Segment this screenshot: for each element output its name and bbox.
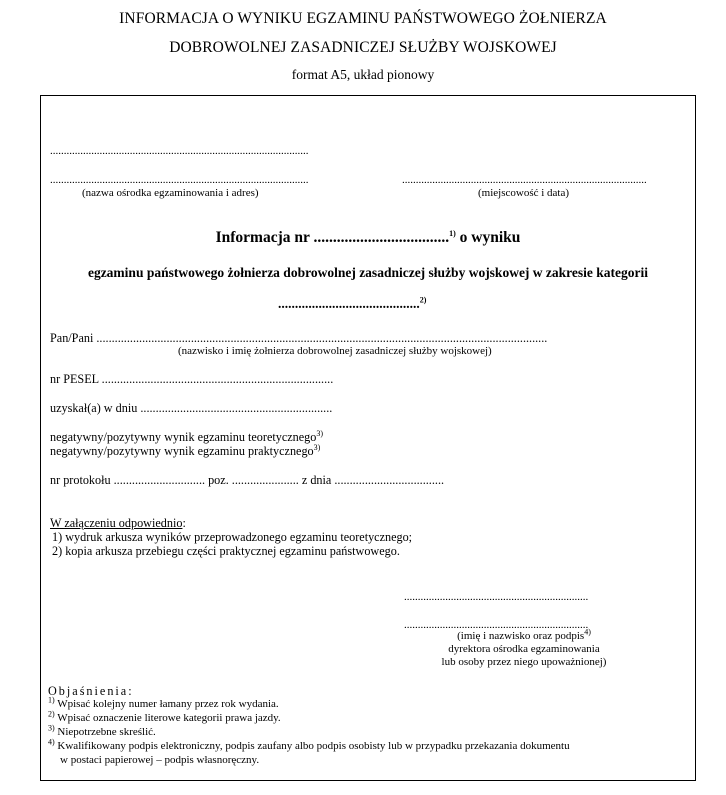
signature-caption-2: dyrektora ośrodka egzaminowania — [448, 643, 600, 655]
category-line: ..........................................$^{2)}$ — [278, 295, 427, 311]
theory-result: negatywny/pozytywny wynik egzaminu teoretycznego$^{3)}$ — [50, 428, 324, 444]
center-dots-top: .............................................................................................. — [50, 145, 309, 157]
exam-line: egzaminu państwowego żołnierza dobrowolnej zasadniczej służby wojskowej w zakresie kategorii — [87, 265, 649, 280]
pan-pani-field: Pan/Pani .................................................................................................................................................... — [50, 331, 548, 345]
attachment-item-2: 2) kopia arkusza przebiegu części praktycznej egzaminu państwowego. — [52, 544, 400, 558]
title-line-1: INFORMACJA O WYNIKU EGZAMINU PAŃSTWOWEGO ŻOŁNIERZA — [119, 10, 607, 27]
center-caption: (nazwa ośrodka egzaminowania i adres) — [82, 187, 259, 199]
footnote-ref-1: 1) — [449, 228, 456, 238]
format-note: format A5, układ pionowy — [291, 67, 435, 82]
title-line-2: DOBROWOLNEJ ZASADNICZEJ SŁUŻBY WOJSKOWEJ — [169, 39, 557, 56]
obtained-date-field: uzyskał(a) w dniu ............................................................... — [50, 401, 333, 415]
signature-dots-1: ................................................................... — [404, 591, 589, 603]
notes-heading: Objaśnienia: — [48, 684, 134, 698]
note-item-3: $^{3)}$ Niepotrzebne skreślić. — [48, 723, 156, 738]
footnote-ref-2: 2) — [419, 295, 427, 305]
protocol-field: nr protokołu .............................. poz. ...................... z dnia .................................... — [50, 473, 445, 487]
pesel-field: nr PESEL ............................................................................ — [50, 372, 334, 386]
signature-dots-2: ................................................................... — [404, 619, 589, 631]
center-dots-address: .............................................................................................. — [50, 174, 309, 186]
note-item-1: $^{1)}$ Wpisać kolejny numer łamany przez rok wydania. — [48, 695, 279, 710]
place-date-dots: ......................................................................................... — [402, 174, 647, 186]
note-item-2: $^{2)}$ Wpisać oznaczenie literowe kategorii prawa jazdy. — [48, 709, 281, 724]
attachments-heading: W załączeniu odpowiednio: — [50, 516, 186, 530]
note-item-4-continued: w postaci papierowej – podpis własnoręczny. — [60, 754, 260, 766]
info-title: Informacja nr ...................................$^{1)}$ o wyniku — [215, 228, 521, 246]
signature-caption-1: (imię i nazwisko oraz podpis$^{4)}$ — [457, 627, 591, 642]
place-date-caption: (miejscowość i data) — [478, 187, 570, 199]
attachment-item-1: 1) wydruk arkusza wyników przeprowadzonego egzaminu teoretycznego; — [52, 530, 413, 544]
name-caption: (nazwisko i imię żołnierza dobrowolnej zasadniczej służby wojskowej) — [178, 345, 492, 357]
practice-result: negatywny/pozytywny wynik egzaminu praktycznego$^{3)}$ — [50, 442, 321, 458]
note-item-4: $^{4)}$ Kwalifikowany podpis elektroniczny, podpis zaufany albo podpis osobisty lub w przypadku przekazania dokumentu — [48, 737, 570, 752]
signature-caption-3: lub osoby przez niego upoważnionej) — [441, 656, 607, 668]
